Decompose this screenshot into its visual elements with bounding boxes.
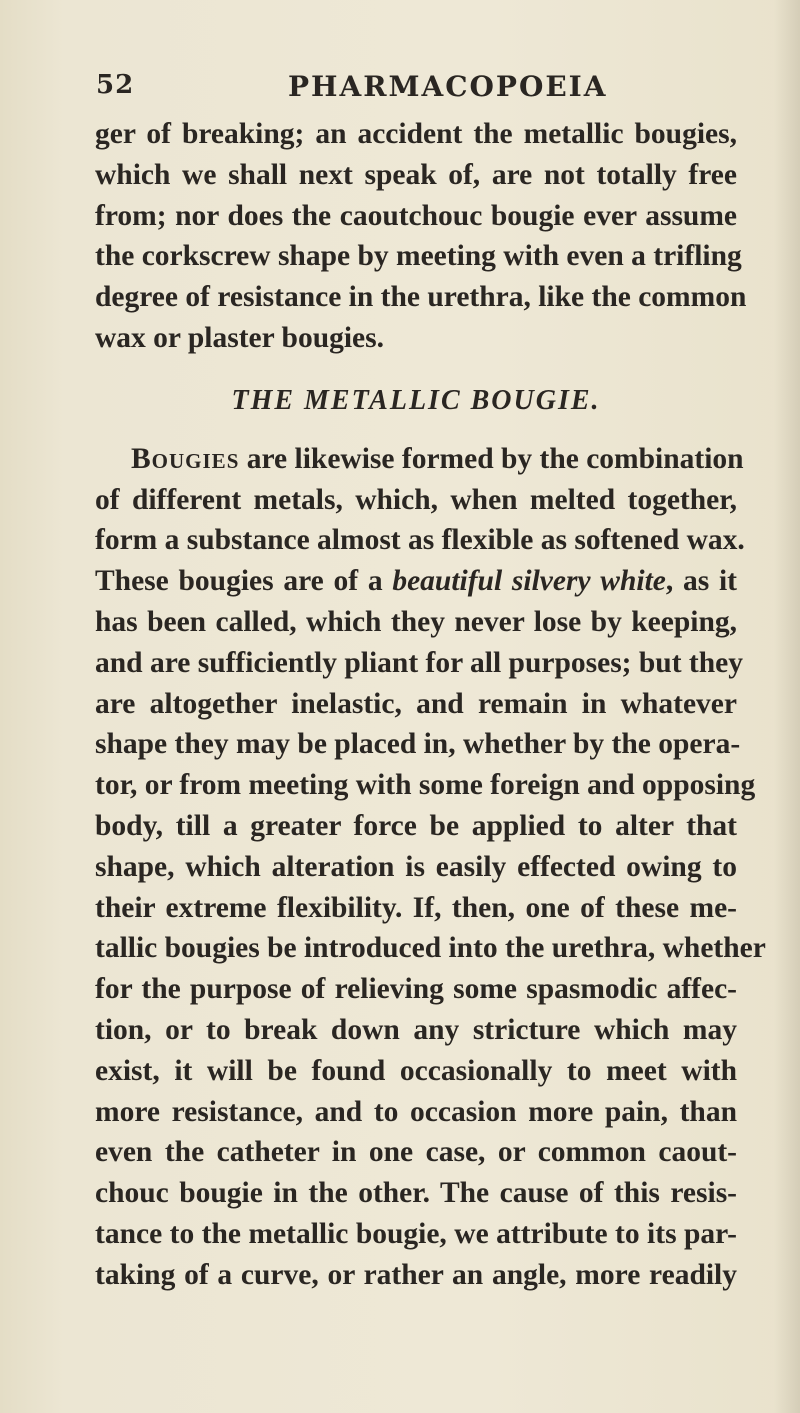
text-line: are altogether inelastic, and remain in whatever	[95, 687, 737, 720]
line-pre: These bougies are of a	[95, 565, 393, 598]
text-line: exist, it will be found occasionally to meet with	[95, 1054, 737, 1087]
line-post: , as it	[665, 565, 737, 598]
text-line: and are sufficiently pliant for all purposes; but they	[95, 646, 743, 679]
page-number: 52	[96, 70, 135, 100]
text-line: which we shall next speak of, are not totally free	[95, 158, 737, 191]
paragraph-1	[95, 114, 747, 359]
lead-word: Bougies	[131, 442, 240, 475]
text-line-italic-phrase	[95, 561, 737, 602]
text-line: more resistance, and to occasion more pain, than	[95, 1095, 737, 1128]
line-rest: are likewise formed by the combination	[239, 442, 744, 475]
text-line: body, till a greater force be applied to alter that	[95, 809, 737, 842]
page-header	[96, 70, 736, 110]
text-line: wax or plaster bougies.	[95, 321, 385, 354]
text-line: shape, which alteration is easily effected owing to	[95, 850, 737, 883]
section-heading: THE METALLIC BOUGIE.	[231, 384, 601, 416]
text-line: for the purpose of relieving some spasmodic affec-	[95, 973, 737, 1006]
page-edge-shadow	[774, 0, 800, 1413]
text-line: the corkscrew shape by meeting with even a trifling	[95, 240, 742, 273]
text-line: tallic bougies be introduced into the urethra, whether	[95, 932, 766, 965]
text-line: chouc bougie in the other. The cause of this resis-	[95, 1177, 737, 1210]
text-line: tance to the metallic bougie, we attribute to its par-	[95, 1217, 737, 1250]
italic-phrase: beautiful silvery white	[392, 565, 666, 598]
text-line: has been called, which they never lose by keeping,	[95, 605, 737, 638]
text-line: shape they may be placed in, whether by the opera-	[95, 728, 741, 761]
text-line: degree of resistance in the urethra, like the common	[95, 281, 747, 314]
text-line: of different metals, which, when melted together,	[95, 483, 737, 516]
text-line: tor, or from meeting with some foreign and opposing	[95, 769, 756, 802]
text-line: form a substance almost as flexible as softened wax.	[95, 524, 745, 557]
text-line: tion, or to break down any stricture which may	[95, 1013, 737, 1046]
text-line-first	[95, 439, 744, 480]
body-text	[95, 114, 766, 1296]
text-line: from; nor does the caoutchouc bougie ever assume	[95, 199, 737, 232]
text-line: ger of breaking; an accident the metallic bougies,	[95, 118, 737, 150]
text-line: even the catheter in one case, or common caout-	[95, 1136, 737, 1169]
text-line: their extreme flexibility. If, then, one of these me-	[95, 891, 737, 924]
running-head: PHARMACOPOEIA	[288, 70, 608, 103]
paragraph-2	[95, 439, 766, 1296]
text-line: taking of a curve, or rather an angle, more readily	[95, 1258, 737, 1291]
